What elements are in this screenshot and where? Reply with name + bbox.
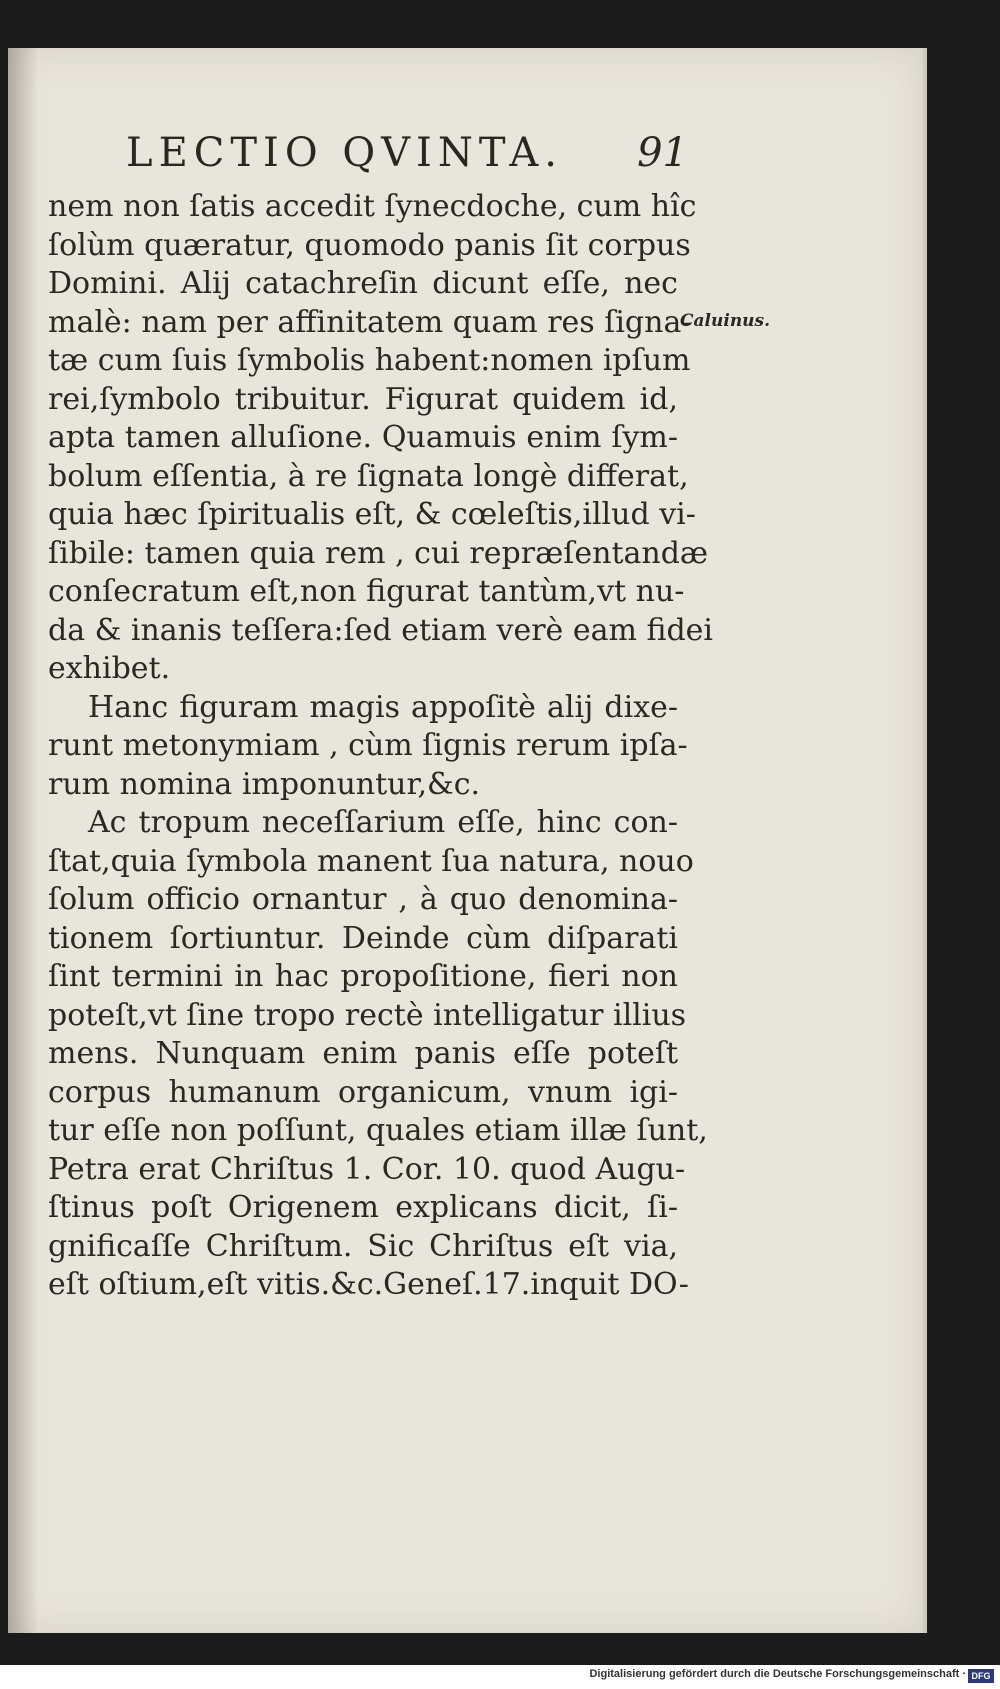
text-line: ſolùm quæratur, quomodo panis ſit corpus bbox=[48, 227, 691, 263]
text-line: Hanc figuram magis appoſitè alij dixe- bbox=[88, 689, 678, 725]
running-head bbox=[118, 128, 688, 188]
text-line: tur eſſe non poſſunt, quales etiam illæ ſunt, bbox=[48, 1113, 708, 1148]
text-line: malè: nam per affinitatem quam res ſigna- bbox=[48, 304, 692, 340]
text-line: ſibile: tamen quia rem , cui repræſentandæ bbox=[48, 535, 709, 571]
text-line: runt metonymiam , cùm ſignis rerum ipſa- bbox=[48, 728, 688, 763]
text-line: Petra erat Chriſtus 1. Cor. 10. quod Augu- bbox=[48, 1151, 686, 1187]
margin-note: Caluinus. bbox=[680, 311, 771, 331]
text-line: eſt oſtium,eſt vitis.&c.Geneſ.17.inquit DO- bbox=[48, 1267, 689, 1302]
text-line: apta tamen alluſione. Quamuis enim ſym- bbox=[48, 420, 678, 455]
footer-bar bbox=[0, 1665, 1000, 1689]
text-line: mens. Nunquam enim panis eſſe poteſt bbox=[48, 1036, 678, 1071]
page-gutter-shadow bbox=[8, 48, 38, 1633]
dfg-logo: DFG bbox=[968, 1669, 994, 1683]
text-line: tæ cum ſuis ſymbolis habent:nomen ipſum bbox=[48, 343, 691, 378]
text-line: ſolum officio ornantur , à quo denomina- bbox=[48, 882, 678, 917]
text-line: ſtinus poſt Origenem explicans dicit, ſi- bbox=[48, 1190, 678, 1225]
text-line: Domini. Alij catachreſin dicunt eſſe, nec bbox=[48, 266, 678, 301]
text-line: poteſt,vt ſine tropo rectè intelligatur illius bbox=[48, 997, 687, 1033]
text-line: conſecratum eſt,non figurat tantùm,vt nu- bbox=[48, 574, 685, 609]
text-line: da & inanis teſſera:ſed etiam verè eam fidei bbox=[48, 612, 714, 648]
text-line: rum nomina imponuntur,&c. bbox=[48, 766, 481, 802]
text-line: nem non ſatis accedit ſynecdoche, cum hîc bbox=[48, 189, 697, 224]
body-text bbox=[48, 188, 714, 1305]
page-number: 91 bbox=[637, 130, 688, 176]
text-line: gnificaſſe Chriſtum. Sic Chriſtus eſt via, bbox=[48, 1228, 678, 1264]
text-line: ſint termini in hac propoſitione, fieri non bbox=[48, 959, 678, 994]
digitization-credit: Digitalisierung gefördert durch die Deutsche Forschungsgemeinschaft · bbox=[589, 1668, 966, 1680]
text-line: rei,ſymbolo tribuitur. Figurat quidem id, bbox=[48, 381, 678, 417]
running-head-title: LECTIO QVINTA. bbox=[126, 130, 563, 176]
text-line: quia hæc ſpiritualis eſt, & cœleſtis,illud vi- bbox=[48, 497, 696, 532]
text-line: corpus humanum organicum, vnum igi- bbox=[48, 1074, 678, 1110]
text-line: ſtat,quia ſymbola manent ſua natura, nouo bbox=[48, 843, 694, 879]
text-line: tionem ſortiuntur. Deinde cùm diſparati bbox=[48, 920, 678, 956]
text-line: bolum eſſentia, à re ſignata longè differat, bbox=[48, 458, 689, 494]
text-line: exhibet. bbox=[48, 651, 171, 686]
book-page bbox=[8, 48, 927, 1633]
text-line: Ac tropum neceſſarium eſſe, hinc con- bbox=[88, 805, 678, 840]
